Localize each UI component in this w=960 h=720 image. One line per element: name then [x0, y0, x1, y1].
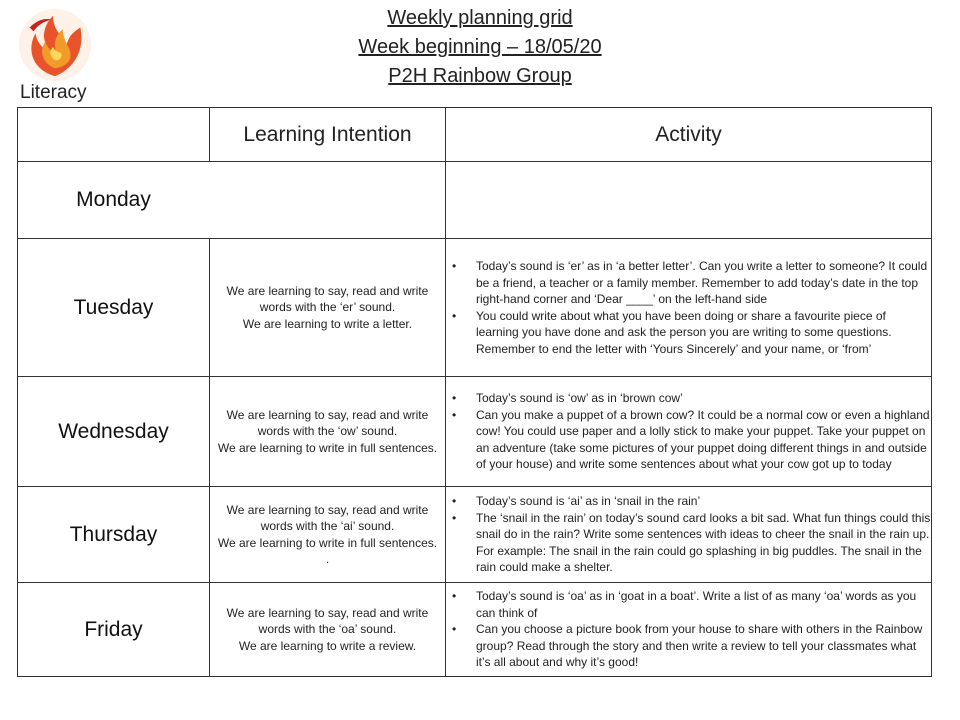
learning-intention-cell: [210, 487, 446, 583]
learning-intention-cell: [210, 162, 446, 239]
subject-label: Literacy: [20, 82, 87, 103]
activity-bullet: • Today’s sound is ‘oa’ as in ‘goat in a boat’. Write a list of as many ‘oa’ words as you can think of: [476, 588, 931, 621]
title-line: Weekly planning grid: [387, 7, 573, 29]
activity-header: Activity: [446, 108, 932, 162]
activity-cell: [446, 239, 932, 377]
day-cell: Wednesday: [18, 377, 210, 487]
activity-bullet: • Can you choose a picture book from your house to share with others in the Rainbow group? Read through the story and then write a review to tell your classmates what it’s all about and why it’s good!: [476, 621, 931, 671]
learning-intention-cell: [210, 239, 446, 377]
learning-intention-text: We are learning to write a review.: [238, 638, 417, 653]
learning-intention-text: We are learning to say, read and write words with the ‘ow’ sound.: [226, 407, 429, 439]
learning-intention-text: We are learning to write in full sentences.: [217, 440, 438, 455]
learning-intention-header: Learning Intention: [210, 108, 446, 162]
learning-intention-text: We are learning to say, read and write words with the ‘oa’ sound.: [226, 605, 429, 637]
activity-cell: [446, 487, 932, 583]
header-row: [18, 108, 932, 162]
table-row: [18, 162, 932, 239]
table-row: [18, 487, 932, 583]
page-title: [0, 4, 960, 91]
activity-bullet: • Can you make a puppet of a brown cow? It could be a normal cow or even a highland cow! You could use paper and a lolly stick to make your puppet. Take your puppet on an adventure (take some pictures of your puppet doing different things in and outside of your house) and write some sentences about what your cow got up to today: [476, 407, 931, 473]
activity-bullet: • Today’s sound is ‘ow’ as in ‘brown cow’: [476, 390, 931, 407]
day-cell: Monday: [18, 162, 210, 239]
learning-intention-text: .: [325, 552, 330, 566]
learning-intention-text: We are learning to write in full sentences.: [217, 535, 438, 550]
day-cell: Thursday: [18, 487, 210, 583]
activity-cell: [446, 377, 932, 487]
learning-intention-cell: [210, 583, 446, 677]
title-line: P2H Rainbow Group: [388, 65, 572, 87]
activity-bullet: • You could write about what you have been doing or share a favourite piece of learning you have done and ask the person you are writing to some questions. Remember to end the letter with ‘Yours Sincerely’ and your name, or ‘from’: [476, 308, 931, 358]
activity-bullet: • The ‘snail in the rain’ on today’s sound card looks a bit sad. What fun things could this snail do in the rain? Write some sentences with ideas to cheer the snail in the rain up. For example: The snail in the rain could go splashing in big puddles. The snail in the rain could make a shelter.: [476, 510, 931, 576]
activity-bullet: • Today’s sound is ‘er’ as in ‘a better letter’. Can you write a letter to someone? It could be a friend, a teacher or a family member. Remember to add today’s date in the top right-hand corner and ‘Dear ____’ on the left-hand side: [476, 258, 931, 308]
activity-cell: [446, 162, 932, 239]
learning-intention-text: We are learning to write a letter.: [242, 316, 413, 331]
activity-bullet: • Today’s sound is ‘ai’ as in ‘snail in the rain’: [476, 493, 931, 510]
table-row: [18, 583, 932, 677]
day-cell: Tuesday: [18, 239, 210, 377]
planning-grid: [17, 107, 932, 677]
activity-cell: [446, 583, 932, 677]
table-row: [18, 239, 932, 377]
learning-intention-cell: [210, 377, 446, 487]
title-line: Week beginning – 18/05/20: [358, 36, 602, 58]
table-row: [18, 377, 932, 487]
learning-intention-text: We are learning to say, read and write words with the ‘ai’ sound.: [226, 502, 429, 533]
corner-cell: [18, 108, 210, 162]
learning-intention-text: We are learning to say, read and write words with the ‘er’ sound.: [226, 283, 429, 315]
day-cell: Friday: [18, 583, 210, 677]
